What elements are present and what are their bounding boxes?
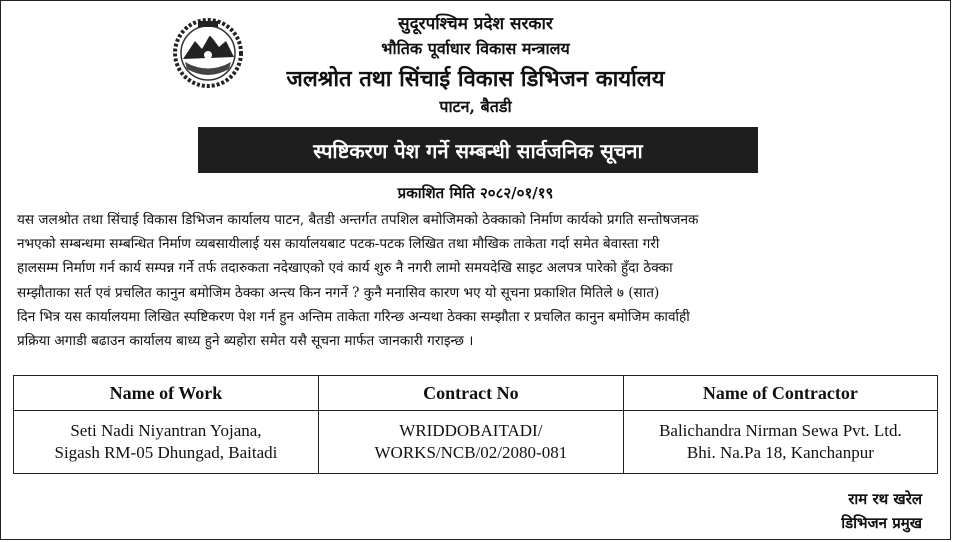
- cell-contractor: [623, 411, 937, 474]
- body-line: दिन भित्र यस कार्यालयमा लिखित स्पष्टिकरण पेश गर्न हुन अन्तिम ताकेता गरिन्छ अन्यथा ठेक्का सम्झौता र प्रचलित कानुन बमोजिम कार्वाही: [17, 308, 690, 325]
- header-name-of-contractor: Name of Contractor: [623, 376, 937, 411]
- table-header-row: [14, 376, 938, 411]
- signatory-name: राम रथ खरेल: [848, 490, 922, 508]
- office-location: पाटन, बैतडी: [439, 97, 512, 116]
- body-line: हालसम्म निर्माण गर्न कार्य सम्पन्न गर्ने तर्फ तदारुकता नदेखाएको एवं कार्य शुरु नै नगरी लामो समयदेखि साइट अलपत्र पारेको हुँदा ठेक्का: [17, 260, 673, 277]
- work-details-table: [13, 375, 938, 474]
- table-row: [14, 411, 938, 474]
- work-line1: Seti Nadi Niyantran Yojana,: [70, 421, 262, 440]
- body-line: प्रक्रिया अगाडी बढाउन कार्यालय बाध्य हुने ब्यहोरा समेत यसै सूचना मार्फत जानकारी गराइन्छ ।: [17, 333, 474, 350]
- body-line: सम्झौताका सर्त एवं प्रचलित कानुन बमोजिम ठेक्का अन्त्य किन नगर्ने ? कुनै मनासिव कारण भए यो सूचना प्रकाशित मितिले ७ (सात): [17, 284, 660, 301]
- header-contract-no: Contract No: [318, 376, 623, 411]
- contract-line2: WORKS/NCB/02/2080-081: [374, 443, 568, 462]
- body-line: नभएको सम्बन्धमा सम्बन्धित निर्माण व्यबसायीलाई यस कार्यालयबाट पटक-पटक लिखित तथा मौखिक ताकेता गर्दा समेत बेवास्ता गरी: [17, 236, 660, 253]
- office-name: जलश्रोत तथा सिंचाई विकास डिभिजन कार्यालय: [286, 66, 665, 92]
- work-line2: Sigash RM-05 Dhungad, Baitadi: [54, 443, 278, 462]
- contractor-line2: Bhi. Na.Pa 18, Kanchanpur: [686, 443, 874, 462]
- signatory-designation: डिभिजन प्रमुख: [841, 514, 922, 532]
- notice-title: स्पष्टिकरण पेश गर्ने सम्बन्धी सार्वजनिक सूचना: [198, 127, 758, 173]
- ministry-name: भौतिक पूर्वाधार विकास मन्त्रालय: [381, 39, 570, 58]
- notice-body: [17, 208, 938, 353]
- cell-work: [14, 411, 319, 474]
- published-date: प्रकाशित मिति २०८२/०१/१९: [397, 184, 554, 202]
- contractor-line1: Balichandra Nirman Sewa Pvt. Ltd.: [659, 421, 902, 440]
- header-name-of-work: Name of Work: [14, 376, 319, 411]
- contract-line1: WRIDDOBAITADI/: [399, 421, 543, 440]
- body-line: यस जलश्रोत तथा सिंचाई विकास डिभिजन कार्यालय पाटन, बैतडी अन्तर्गत तपशिल बमोजिमको ठेक्काको निर्माण कार्यको प्रगति सन्तोषजनक: [17, 212, 699, 228]
- province-government: सुदूरपश्चिम प्रदेश सरकार: [398, 14, 553, 34]
- cell-contract: [318, 411, 623, 474]
